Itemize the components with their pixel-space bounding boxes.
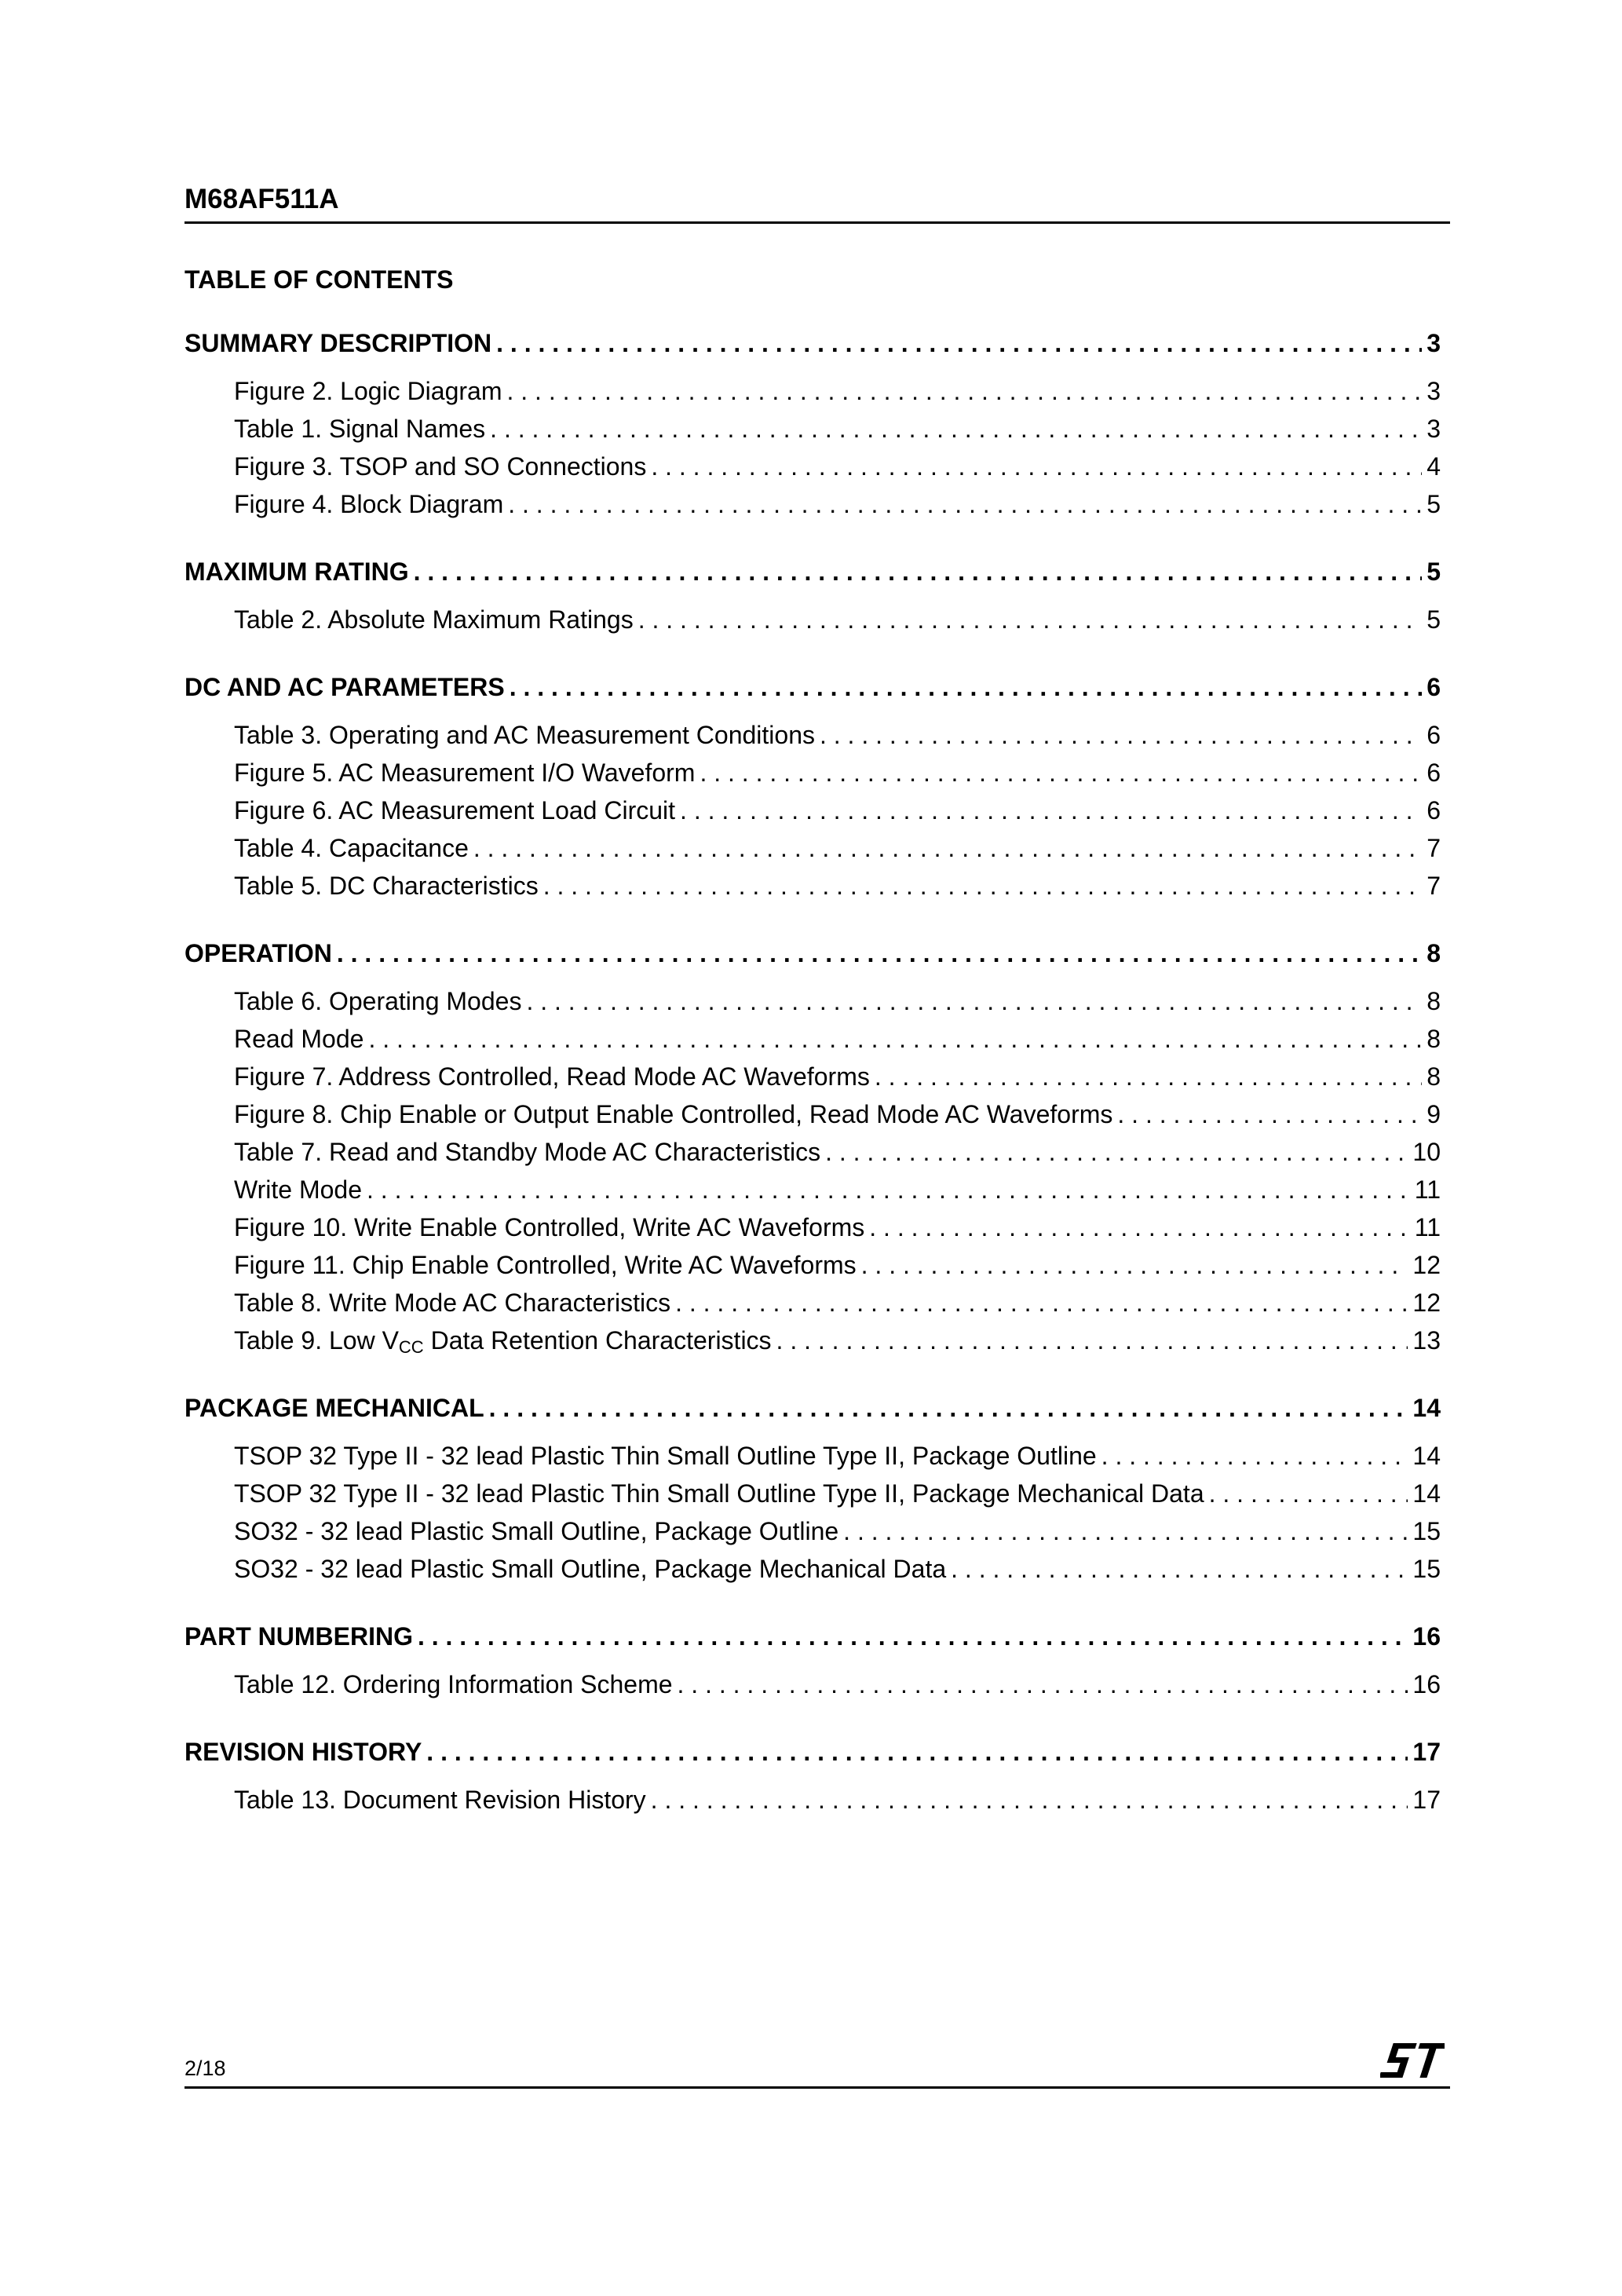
toc-page-number: 5 <box>1427 605 1441 634</box>
st-logo-icon <box>1380 2040 1445 2081</box>
toc-page-number: 7 <box>1427 872 1441 900</box>
dot-leader <box>820 716 1422 754</box>
toc-page-number: 14 <box>1412 1442 1441 1470</box>
dot-leader <box>418 1618 1408 1654</box>
dot-leader <box>651 448 1422 485</box>
toc-page-number: 5 <box>1427 558 1441 586</box>
footer-divider <box>184 2086 1450 2089</box>
dot-leader <box>861 1246 1408 1284</box>
toc-page-number: 16 <box>1412 1670 1441 1698</box>
toc-page-number: 15 <box>1412 1555 1441 1583</box>
toc-entry-label: Figure 8. Chip Enable or Output Enable Controlled, Read Mode AC Waveforms <box>234 1100 1113 1128</box>
toc-entry-label: Table 8. Write Mode AC Characteristics <box>234 1289 671 1317</box>
toc-entry-label: Table 12. Ordering Information Scheme <box>234 1670 673 1698</box>
toc-entry[interactable] <box>184 1095 1441 1133</box>
toc-section <box>184 1618 1441 1703</box>
dot-leader <box>1101 1437 1408 1475</box>
toc-entry[interactable] <box>184 410 1441 448</box>
toc-page-number: 8 <box>1427 939 1441 967</box>
toc-section-title: SUMMARY DESCRIPTION <box>184 329 492 357</box>
toc-entry[interactable] <box>184 485 1441 523</box>
toc-page-number: 3 <box>1427 415 1441 443</box>
toc-section <box>184 325 1441 523</box>
toc-entry-label: Table 5. DC Characteristics <box>234 872 539 900</box>
toc-entry-label: Figure 10. Write Enable Controlled, Write AC Waveforms <box>234 1213 865 1241</box>
toc-section <box>184 1734 1441 1819</box>
toc-entry[interactable] <box>184 1475 1441 1512</box>
toc-entry[interactable] <box>184 1322 1441 1359</box>
dot-leader <box>951 1550 1408 1588</box>
toc-page-number: 12 <box>1412 1251 1441 1279</box>
dot-leader <box>875 1058 1422 1095</box>
dot-leader <box>508 485 1422 523</box>
dot-leader <box>638 601 1423 638</box>
toc-entry-label: SO32 - 32 lead Plastic Small Outline, Package Outline <box>234 1517 839 1545</box>
toc-page-number: 17 <box>1412 1786 1441 1814</box>
toc-entry-label: Table 9. Low $V_{CC}$ Data Retention Characteristics <box>234 1326 772 1357</box>
toc-section-entry[interactable] <box>184 1618 1441 1654</box>
dot-leader <box>426 1734 1408 1770</box>
toc-entry[interactable] <box>184 982 1441 1020</box>
dot-leader <box>680 792 1422 829</box>
toc-page-number: 12 <box>1412 1289 1441 1317</box>
toc-entry-label: Table 7. Read and Standby Mode AC Characteristics <box>234 1138 821 1166</box>
toc-page-number: 11 <box>1414 1213 1441 1241</box>
toc-page-number: 13 <box>1412 1326 1441 1355</box>
toc-entry-label: Figure 4. Block Diagram <box>234 490 504 518</box>
toc-entry[interactable] <box>184 1512 1441 1550</box>
toc-entry-label: Write Mode <box>234 1175 363 1204</box>
toc-section-title: PACKAGE MECHANICAL <box>184 1394 484 1422</box>
toc-page-number: 6 <box>1427 673 1441 701</box>
toc-entry[interactable] <box>184 601 1441 638</box>
toc-entry[interactable] <box>184 1665 1441 1703</box>
toc-section-title: DC AND AC PARAMETERS <box>184 673 505 701</box>
toc-page-number: 3 <box>1427 329 1441 357</box>
toc-page-number: 16 <box>1412 1622 1441 1651</box>
toc-section <box>184 1390 1441 1588</box>
dot-leader <box>776 1322 1408 1359</box>
toc-entry-label: Table 3. Operating and AC Measurement Conditions <box>234 721 815 749</box>
dot-leader <box>337 935 1422 971</box>
toc-entry[interactable] <box>184 829 1441 867</box>
dot-leader <box>651 1781 1408 1819</box>
toc-section <box>184 554 1441 638</box>
toc-entry[interactable] <box>184 448 1441 485</box>
toc-entry-label: Figure 11. Chip Enable Controlled, Write AC Waveforms <box>234 1251 857 1279</box>
dot-leader <box>678 1665 1408 1703</box>
toc-section-entry[interactable] <box>184 1390 1441 1426</box>
toc-entry-label: Figure 5. AC Measurement I/O Waveform <box>234 759 696 787</box>
toc-entry[interactable] <box>184 1284 1441 1322</box>
dot-leader <box>543 867 1423 905</box>
toc-entry[interactable] <box>184 1781 1441 1819</box>
toc-entry[interactable] <box>184 1171 1441 1208</box>
dot-leader <box>473 829 1422 867</box>
toc-page-number: 9 <box>1427 1100 1441 1128</box>
toc-page-number: 14 <box>1412 1394 1441 1422</box>
toc-page-number: 5 <box>1427 490 1441 518</box>
toc-section-entry[interactable] <box>184 325 1441 361</box>
toc-section-title: PART NUMBERING <box>184 1622 413 1651</box>
toc-entry-label: Figure 6. AC Measurement Load Circuit <box>234 796 676 824</box>
dot-leader <box>506 372 1422 410</box>
toc-entry[interactable] <box>184 372 1441 410</box>
toc-entry[interactable] <box>184 1246 1441 1284</box>
table-of-contents <box>184 325 1441 1849</box>
document-title: M68AF511A <box>184 184 339 214</box>
toc-page-number: 8 <box>1427 987 1441 1015</box>
dot-leader <box>675 1284 1408 1322</box>
toc-entry-label: Figure 2. Logic Diagram <box>234 377 502 405</box>
dot-leader <box>490 410 1422 448</box>
toc-page-number: 6 <box>1427 721 1441 749</box>
toc-entry-label: Figure 7. Address Controlled, Read Mode AC Waveforms <box>234 1062 870 1091</box>
toc-page-number: 10 <box>1412 1138 1441 1166</box>
toc-entry[interactable] <box>184 867 1441 905</box>
dot-leader <box>526 982 1422 1020</box>
dot-leader <box>700 754 1422 792</box>
toc-entry-label: TSOP 32 Type II - 32 lead Plastic Thin Small Outline Type II, Package Mechanical Data <box>234 1479 1204 1508</box>
toc-entry[interactable] <box>184 754 1441 792</box>
toc-entry[interactable] <box>184 1133 1441 1171</box>
dot-leader <box>510 669 1423 705</box>
toc-page-number: 8 <box>1427 1062 1441 1091</box>
toc-entry[interactable] <box>184 1208 1441 1246</box>
dot-leader <box>843 1512 1408 1550</box>
toc-entry-label: Table 1. Signal Names <box>234 415 486 443</box>
toc-page-number: 4 <box>1427 452 1441 481</box>
toc-page-number: 6 <box>1427 796 1441 824</box>
toc-entry-label: Figure 3. TSOP and SO Connections <box>234 452 647 481</box>
toc-entry-label: Table 4. Capacitance <box>234 834 469 862</box>
toc-entry-label: TSOP 32 Type II - 32 lead Plastic Thin Small Outline Type II, Package Outline <box>234 1442 1097 1470</box>
dot-leader <box>869 1208 1410 1246</box>
toc-entry[interactable] <box>184 1550 1441 1588</box>
dot-leader <box>368 1020 1422 1058</box>
toc-entry[interactable] <box>184 1020 1441 1058</box>
toc-section-title: OPERATION <box>184 939 332 967</box>
toc-entry[interactable] <box>184 1437 1441 1475</box>
toc-section-entry[interactable] <box>184 669 1441 705</box>
toc-section <box>184 669 1441 905</box>
toc-entry-label: Table 13. Document Revision History <box>234 1786 646 1814</box>
toc-entry-label: Table 2. Absolute Maximum Ratings <box>234 605 634 634</box>
toc-section-entry[interactable] <box>184 554 1441 590</box>
dot-leader <box>496 325 1422 361</box>
toc-heading: TABLE OF CONTENTS <box>184 265 454 294</box>
toc-page-number: 14 <box>1412 1479 1441 1508</box>
dot-leader <box>414 554 1423 590</box>
dot-leader <box>1209 1475 1408 1512</box>
toc-page-number: 6 <box>1427 759 1441 787</box>
dot-leader <box>367 1171 1410 1208</box>
toc-page-number: 8 <box>1427 1025 1441 1053</box>
header-divider <box>184 221 1450 224</box>
toc-section-entry[interactable] <box>184 1734 1441 1770</box>
toc-section-entry[interactable] <box>184 935 1441 971</box>
page-number: 2/18 <box>184 2057 226 2080</box>
toc-entry[interactable] <box>184 1058 1441 1095</box>
toc-entry[interactable] <box>184 792 1441 829</box>
toc-page-number: 17 <box>1412 1738 1441 1766</box>
dot-leader <box>1117 1095 1422 1133</box>
dot-leader <box>489 1390 1408 1426</box>
toc-page-number: 7 <box>1427 834 1441 862</box>
dot-leader <box>825 1133 1408 1171</box>
toc-section-title: REVISION HISTORY <box>184 1738 422 1766</box>
toc-page-number: 15 <box>1412 1517 1441 1545</box>
toc-page-number: 3 <box>1427 377 1441 405</box>
toc-entry-label: Read Mode <box>234 1025 364 1053</box>
toc-section <box>184 935 1441 1359</box>
toc-section-title: MAXIMUM RATING <box>184 558 409 586</box>
toc-entry-label: SO32 - 32 lead Plastic Small Outline, Package Mechanical Data <box>234 1555 947 1583</box>
toc-entry[interactable] <box>184 716 1441 754</box>
toc-page-number: 11 <box>1414 1175 1441 1204</box>
toc-entry-label: Table 6. Operating Modes <box>234 987 522 1015</box>
